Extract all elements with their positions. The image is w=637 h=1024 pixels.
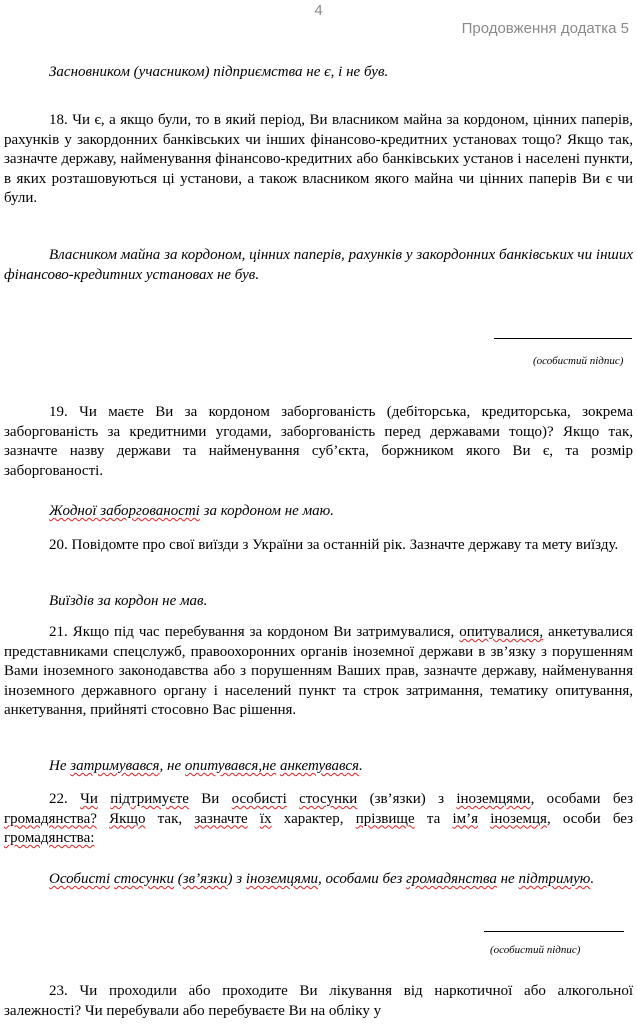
- signature-label-22: (особистий підпис): [490, 944, 581, 956]
- ans22-a6: ) з: [227, 871, 246, 887]
- q22-t14: Якщо: [109, 810, 146, 827]
- question-23: 23. Чи проходили або проходите Ви лікування від наркотичної або алкогольної залежності? Чи перебували або перебуваєте Ви на обліку у: [4, 983, 633, 1019]
- answer-18: Власником майна за кордоном, цінних паперів, рахунків у закордонних банківських чи інших фінансово-кредитних установах не був.: [4, 247, 633, 283]
- q22-t17: [248, 811, 260, 827]
- q22-t9: (зв’язки) з: [357, 791, 457, 807]
- signature-line-22: [484, 931, 624, 932]
- question-18: 18. Чи є, а якщо були, то в який період, Ви власником майна за кордоном, цінних паперів, рахунків у закордонних банківських чи інших фінансово-кредитних установах тощо? Якщо так, зазначте державу, найменування фінансово-кредитних або банківських установ і населені пункти, в яких розташовуються ці установи, а також власником якого майна чи цінних паперів Ви є чи були.: [4, 112, 633, 206]
- ans21-g: .: [358, 758, 363, 774]
- signature-line-18: [494, 338, 632, 339]
- ans22-a3: стосунки: [113, 871, 175, 887]
- ans21-c: , не: [159, 758, 185, 774]
- ans21-b: затримувався: [70, 758, 160, 774]
- q22-t11: , особами без: [530, 791, 634, 807]
- appendix-label: Продовження додатка 5: [461, 20, 629, 37]
- q22-t10: іноземцями: [456, 791, 531, 807]
- q22-t16: зазначте: [194, 810, 248, 827]
- ans22-a11: підтримую: [518, 871, 591, 887]
- q22-t24: іноземця: [490, 810, 547, 827]
- q22-t26: громадянства:: [4, 830, 95, 846]
- answer-21: [4, 757, 633, 777]
- q22-t22: ім’я: [452, 810, 479, 827]
- answer-19: [4, 502, 633, 522]
- ans21-f: анкетувався: [279, 758, 359, 774]
- q22-t18: їх: [259, 810, 272, 827]
- q22-t21: та: [414, 810, 453, 827]
- ans22-a5: зв’язки: [182, 871, 228, 887]
- q22-t13: [97, 811, 109, 827]
- ans22-a1: Особисті: [49, 871, 111, 887]
- q22-t2: Чи: [80, 791, 98, 807]
- q22-t15: так,: [145, 810, 195, 827]
- question-19: 19. Чи маєте Ви за кордоном заборгованість (дебіторська, кредиторська, зокрема заборгованість за кредитними угодами, заборгованість перед державами тощо)? Якщо так, зазначте назву держави та найменування суб’єкта, боржником якого Ви є, та розмір заборгованості.: [4, 404, 633, 479]
- ans21-d: опитувався,не: [184, 758, 277, 774]
- answer-19-part2: за кордоном не маю.: [199, 503, 334, 519]
- answer-22: [4, 870, 633, 890]
- q22-t7: [287, 791, 299, 807]
- q22-t25: , особи без: [546, 810, 634, 827]
- q22-t3: [98, 791, 110, 807]
- ans22-a4: (: [174, 871, 183, 887]
- question-22: [4, 790, 633, 849]
- ans22-a10: не: [496, 871, 519, 887]
- ans22-a7: іноземцями: [245, 871, 319, 887]
- answer-20: Виїздів за кордон не мав.: [49, 593, 208, 609]
- q21-text-a: 21. Якщо під час перебування за кордоном Ви затримувалися,: [49, 624, 460, 640]
- ans22-a12: .: [590, 871, 595, 887]
- q22-t5: Ви: [188, 791, 232, 807]
- answer-17: Засновником (учасником) підприємства не є, і не був.: [49, 64, 389, 80]
- question-20: 20. Повідомте про свої виїзди з України за останній рік. Зазначте державу та мету виїзду.: [49, 537, 619, 553]
- question-21: [4, 623, 633, 721]
- ans22-a9: громадянства: [406, 871, 497, 887]
- q22-t6: особисті: [231, 791, 287, 807]
- page-number: 4: [314, 2, 323, 19]
- q22-t23: [478, 811, 490, 827]
- q22-t4: підтримуєте: [110, 791, 189, 807]
- q21-text-c: анкетувалися представниками спецслужб, правоохоронних органів іноземної держави в зв’язку з порушенням Вами іноземного законодавства або з порушенням Ваших прав, зазначте державу, найменування іноземного державного органу і населений пункт та строк затримання, тематику опитування, анкетування, прийняті стосовно Вас рішення.: [4, 624, 634, 718]
- answer-19-part1: Жодної заборгованості: [49, 503, 200, 519]
- q22-t19: характер,: [271, 810, 356, 827]
- q22-t20: прізвище: [355, 810, 415, 827]
- q21-text-b: опитувалися,: [459, 624, 544, 640]
- ans22-a8: , особами без: [318, 871, 407, 887]
- q22-t8: стосунки: [299, 791, 358, 807]
- signature-label-18: (особистий підпис): [533, 355, 624, 367]
- q22-t12: громадянства?: [4, 810, 97, 827]
- ans21-a: Не: [49, 758, 71, 774]
- q22-t1: 22.: [49, 791, 81, 807]
